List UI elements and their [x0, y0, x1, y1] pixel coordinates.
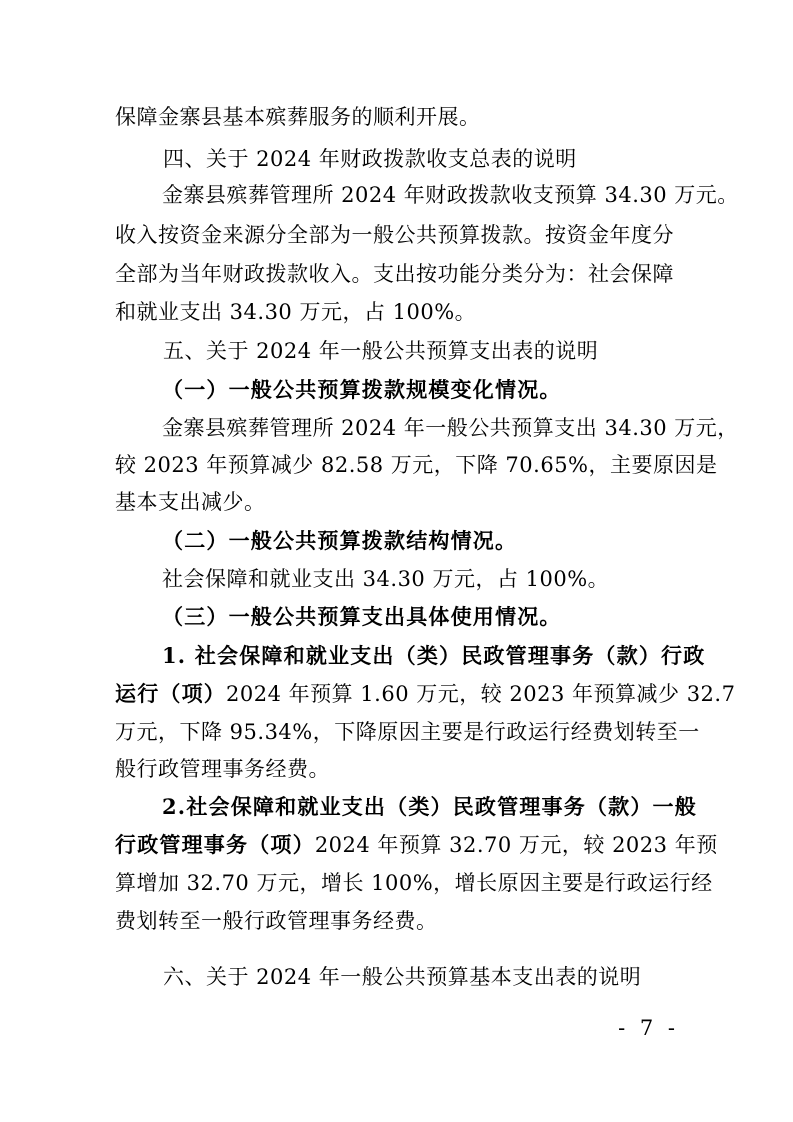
paragraph-line: 保障金寨县基本殡葬服务的顺利开展。	[115, 105, 481, 129]
paragraph-line: 收入按资金来源分全部为一般公共预算拨款。按资金年度分	[115, 223, 674, 247]
item1-title-cont: 运行（项）	[115, 681, 226, 706]
item2-line	[115, 831, 718, 859]
item2-title-cont: 行政管理事务（项）	[115, 832, 315, 857]
paragraph-line: 金寨县殡葬管理所 2024 年一般公共预算支出 34.30 万元，	[162, 416, 739, 440]
item1-line: 万元，下降 95.34%，下降原因主要是行政运行经费划转至一	[115, 720, 700, 744]
subsection-heading-1: （一）一般公共预算拨款规模变化情况。	[162, 377, 562, 402]
paragraph-line: 社会保障和就业支出 34.30 万元，占 100%。	[162, 567, 610, 591]
item1-line: 般行政管理事务经费。	[115, 757, 330, 781]
paragraph-line: 较 2023 年预算减少 82.58 万元，下降 70.65%，主要原因是	[115, 453, 718, 477]
paragraph-line: 和就业支出 34.30 万元，占 100%。	[115, 300, 477, 324]
item1-line	[115, 680, 735, 708]
item2-line: 算增加 32.70 万元，增长 100%，增长原因主要是行政运行经	[115, 871, 713, 895]
section-heading-5: 五、关于 2024 年一般公共预算支出表的说明	[163, 339, 599, 363]
page-number: - 7 -	[618, 1016, 679, 1040]
subsection-heading-3: （三）一般公共预算支出具体使用情况。	[162, 604, 562, 629]
item2-line: 费划转至一般行政管理事务经费。	[115, 909, 438, 933]
paragraph-line: 基本支出减少。	[115, 490, 266, 514]
section-heading-4: 四、关于 2024 年财政拨款收支总表的说明	[163, 147, 577, 171]
item2-title: 2.社会保障和就业支出（类）民政管理事务（款）一般	[162, 794, 697, 819]
item1-title: 1. 社会保障和就业支出（类）民政管理事务（款）行政	[162, 643, 706, 668]
paragraph-line: 金寨县殡葬管理所 2024 年财政拨款收支预算 34.30 万元。	[162, 183, 739, 207]
section-heading-6: 六、关于 2024 年一般公共预算基本支出表的说明	[163, 965, 642, 989]
paragraph-line: 全部为当年财政拨款收入。支出按功能分类分为：社会保障	[115, 262, 674, 286]
item1-text: 2024 年预算 1.60 万元，较 2023 年预算减少 32.7	[226, 682, 736, 706]
subsection-heading-2: （二）一般公共预算拨款结构情况。	[162, 528, 518, 553]
item2-text: 2024 年预算 32.70 万元，较 2023 年预	[314, 833, 718, 857]
